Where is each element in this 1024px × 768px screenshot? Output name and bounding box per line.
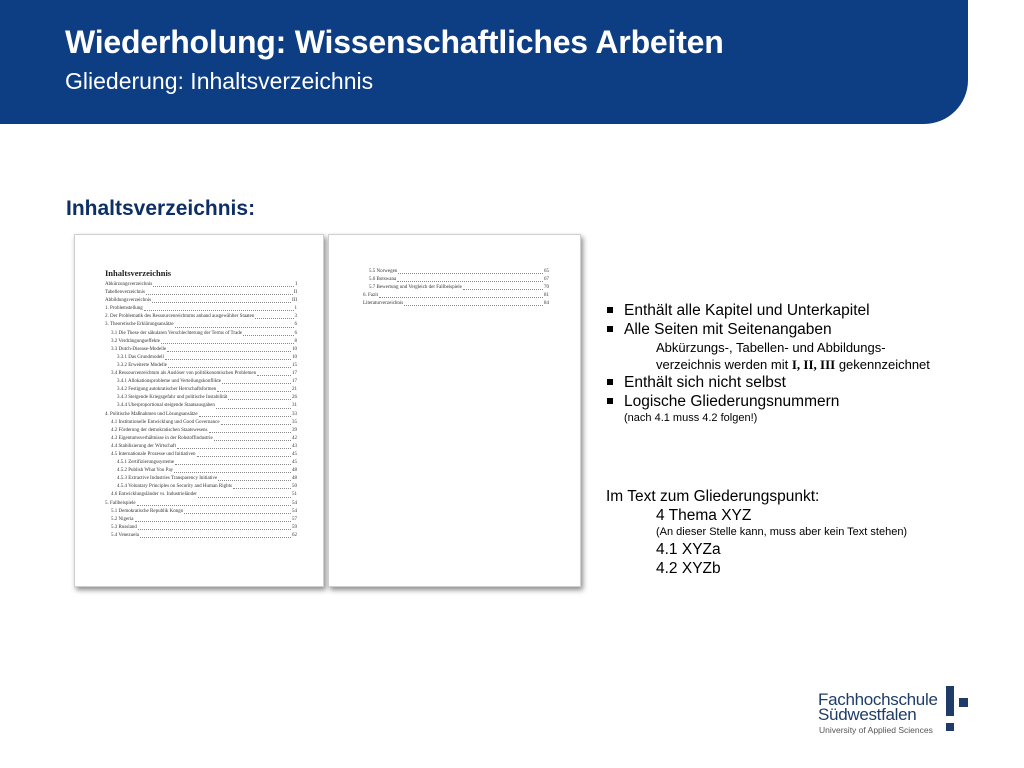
toc-entry-page: 6	[294, 330, 297, 336]
toc-entry-page: 54	[292, 500, 297, 506]
toc-entry	[105, 500, 297, 508]
toc-entry-title: 5. Fallbeispiele	[105, 500, 136, 506]
toc-entry	[105, 354, 297, 362]
toc-entry	[105, 475, 297, 483]
section-title: Inhaltsverzeichnis:	[66, 197, 256, 220]
toc-leader-dots	[257, 370, 291, 376]
toc-page-image-2	[328, 234, 581, 587]
toc-entry	[105, 427, 297, 435]
toc-leader-dots	[161, 338, 294, 344]
toc-entry	[105, 386, 297, 394]
header-banner	[0, 0, 968, 124]
toc-entry-title: 2. Der Problematik des Ressourcenreichtums anhand ausgewählter Staaten	[105, 314, 255, 320]
toc-entry	[105, 330, 297, 338]
toc-leader-dots	[228, 394, 291, 400]
toc-entry	[105, 443, 297, 451]
toc-leader-dots	[152, 297, 291, 303]
toc-list-page-2	[363, 268, 549, 308]
toc-entry-title: 5.1 Demokratische Republik Kongo	[111, 508, 184, 514]
toc-entry	[105, 491, 297, 499]
toc-entry-title: Literaturverzeichnis	[363, 301, 404, 307]
toc-leader-dots	[198, 491, 291, 497]
toc-entry-title: 5.4 Venezuela	[111, 532, 139, 538]
toc-leader-dots	[197, 451, 291, 457]
toc-entry-page: 3	[294, 314, 297, 320]
bullet-list	[606, 301, 986, 425]
toc-entry-page: 84	[544, 301, 549, 307]
toc-leader-dots	[217, 386, 291, 392]
bullet-subtext-line: Abkürzungs-, Tabellen- und Abbildungs-	[656, 340, 886, 355]
toc-entry-title: 4.1 Institutionelle Entwicklung und Good Governance	[111, 419, 220, 425]
in-text-example	[606, 487, 986, 578]
toc-entry	[105, 281, 297, 289]
toc-entry	[105, 419, 297, 427]
toc-entry	[105, 297, 297, 305]
in-text-line: 4.1 XYZa	[656, 541, 721, 558]
toc-entry-title: 4.3 Eigentumsverhältnisse in der Rohstoffindustrie	[111, 435, 213, 441]
toc-entry-page: 48	[292, 468, 297, 474]
toc-entry	[105, 402, 297, 410]
toc-list-page-1	[105, 281, 297, 540]
toc-entry	[105, 321, 297, 329]
toc-leader-dots	[168, 362, 291, 368]
toc-leader-dots	[137, 500, 291, 506]
toc-entry-page: 10	[292, 354, 297, 360]
toc-entry-title: Tabellenverzeichnis	[105, 290, 145, 296]
toc-entry	[105, 508, 297, 516]
toc-leader-dots	[398, 268, 543, 274]
toc-leader-dots	[209, 427, 291, 433]
logo-line-3: University of Applied Sciences	[819, 725, 933, 735]
toc-entry-title: 5.3 Russland	[111, 524, 137, 530]
toc-entry-title: 4.5.4 Voluntary Principles on Security and Human Rights	[117, 484, 232, 490]
toc-entry	[105, 459, 297, 467]
toc-leader-dots	[379, 292, 543, 298]
logo-line-1: Fachhochschule	[818, 690, 938, 709]
toc-entry-title: 4.5.1 Zertifizierungssysteme	[117, 460, 175, 466]
toc-entry-title: 5.7 Bewertung und Vergleich der Fallbeispiele	[369, 285, 462, 291]
logo-square-icon	[959, 698, 968, 707]
toc-entry-page: 65	[544, 269, 549, 274]
toc-entry	[105, 532, 297, 540]
toc-entry-title: 3.4.3 Steigende Kriegsgefahr und politische Instabilität	[117, 395, 228, 401]
toc-entry	[105, 313, 297, 321]
logo-line-2: Südwestfalen	[818, 705, 917, 724]
toc-entry	[363, 284, 549, 292]
toc-entry-page: 59	[292, 524, 297, 530]
in-text-heading: Im Text zum Gliederungspunkt:	[606, 488, 820, 505]
toc-entry-title: Abbildungsverzeichnis	[105, 298, 152, 304]
toc-leader-dots	[184, 508, 291, 514]
slide-title: Wiederholung: Wissenschaftliches Arbeiten	[65, 24, 724, 60]
toc-entry	[105, 394, 297, 402]
in-text-line: 4 Thema XYZ	[656, 507, 752, 524]
toc-entry-page: 15	[292, 362, 297, 368]
logo-dot-icon	[946, 723, 954, 731]
toc-leader-dots	[146, 289, 293, 295]
toc-entry-title: 3.4.4 Überproportional steigende Staatsausgaben	[117, 403, 215, 409]
toc-entry-page: 31	[292, 403, 297, 409]
toc-entry	[363, 300, 549, 308]
toc-entry-title: 4.5 Internationale Prozesse und Initiativen	[111, 451, 196, 457]
toc-entry-title: 4.6 Entwicklungsländer vs. Industrieländer	[111, 492, 197, 498]
toc-entry-page: II	[293, 290, 297, 296]
roman-numerals: I, II, III	[791, 357, 836, 372]
toc-entry-page: 57	[292, 516, 297, 522]
toc-leader-dots	[144, 305, 294, 311]
bullet-item: Enthält alle Kapitel und Unterkapitel	[606, 301, 986, 320]
bullet-subtext-line: verzeichnis werden mit	[656, 357, 789, 372]
toc-entry	[105, 346, 297, 354]
toc-entry-page: 45	[292, 451, 297, 457]
toc-entry	[105, 451, 297, 459]
bullet-subtext-line: gekennzeichnet	[838, 357, 930, 372]
toc-entry-title: 5.6 Botswana	[369, 277, 397, 283]
toc-entry	[105, 305, 297, 313]
toc-leader-dots	[233, 483, 291, 489]
toc-leader-dots	[138, 524, 291, 530]
toc-entry-title: 3.3.2 Erweiterte Modelle	[117, 362, 167, 368]
bullet-note: (nach 4.1 muss 4.2 folgen!)	[624, 412, 758, 424]
toc-entry-title: 3.3 Dutch-Disease-Modelle	[111, 346, 167, 352]
toc-entry	[363, 268, 549, 276]
toc-entry-page: 17	[292, 371, 297, 377]
toc-entry-page: 67	[544, 277, 549, 283]
toc-entry-page: 43	[292, 443, 297, 449]
toc-entry	[105, 467, 297, 475]
university-logo	[818, 690, 968, 738]
toc-entry	[363, 292, 549, 300]
toc-entry-title: 3.4.1 Allokationsprobleme und Verteilungskonflikte	[117, 379, 221, 385]
toc-entry-title: 1. Problemstellung	[105, 306, 143, 312]
toc-entry-title: 4. Politische Maßnahmen und Lösungsansätze	[105, 411, 198, 417]
toc-leader-dots	[463, 284, 543, 290]
toc-entry	[105, 378, 297, 386]
toc-page-image-1	[74, 234, 324, 587]
toc-leader-dots	[255, 313, 293, 319]
toc-entry-page: 26	[292, 395, 297, 401]
toc-entry-page: 6	[294, 322, 297, 328]
toc-entry	[105, 524, 297, 532]
toc-entry-page: 62	[292, 532, 297, 538]
toc-entry-page: 35	[292, 419, 297, 425]
toc-leader-dots	[177, 443, 291, 449]
toc-entry-page: 50	[292, 484, 297, 490]
toc-leader-dots	[140, 532, 291, 538]
toc-entry-title: 3.2 Verdrängungseffekte	[111, 338, 160, 344]
toc-leader-dots	[167, 346, 291, 352]
toc-entry	[105, 516, 297, 524]
bullet-subtext	[606, 339, 986, 373]
toc-entry-page: I	[295, 282, 297, 287]
toc-leader-dots	[216, 402, 291, 408]
toc-entry-page: 1	[294, 306, 297, 312]
toc-entry-title: 3.4 Ressourcenreichtum als Auslöser von politökonomischen Problemen	[111, 371, 257, 377]
toc-heading: Inhaltsverzeichnis	[105, 268, 172, 278]
toc-leader-dots	[174, 467, 291, 473]
toc-entry	[105, 289, 297, 297]
bullet-item: Alle Seiten mit Seitenangaben	[606, 320, 986, 339]
toc-entry-title: 3.3.1 Das Grundmodell	[117, 354, 164, 360]
toc-entry	[105, 411, 297, 419]
toc-entry-page: 70	[544, 285, 549, 291]
toc-entry-title: 4.5.2 Publish What You Pay	[117, 468, 174, 474]
toc-leader-dots	[243, 330, 293, 336]
toc-entry	[105, 483, 297, 491]
toc-leader-dots	[165, 354, 291, 360]
toc-entry-page: 42	[292, 435, 297, 441]
toc-entry-page: III	[292, 298, 297, 304]
toc-entry	[105, 435, 297, 443]
toc-leader-dots	[175, 321, 294, 327]
toc-entry-page: 54	[292, 508, 297, 514]
toc-leader-dots	[175, 459, 291, 465]
toc-leader-dots	[214, 435, 291, 441]
in-text-line: 4.2 XYZb	[656, 560, 721, 577]
slide-subtitle: Gliederung: Inhaltsverzeichnis	[65, 68, 374, 94]
toc-leader-dots	[404, 300, 543, 306]
toc-entry-page: 39	[292, 427, 297, 433]
toc-entry	[105, 362, 297, 370]
toc-entry-title: 4.4 Stabilisierung der Wirtschaft	[111, 443, 176, 449]
toc-entry-title: 6. Fazit	[363, 293, 378, 299]
toc-entry-title: Abkürzungsverzeichnis	[105, 282, 153, 287]
toc-entry	[363, 276, 549, 284]
toc-leader-dots	[221, 419, 291, 425]
toc-leader-dots	[397, 276, 543, 282]
toc-entry-title: 3. Theoretische Erklärungsansätze	[105, 322, 174, 328]
toc-entry-title: 5.2 Nigeria	[111, 516, 134, 522]
toc-entry-page: 81	[544, 293, 549, 299]
toc-entry	[105, 338, 297, 346]
toc-entry-page: 45	[292, 460, 297, 466]
toc-entry-page: 8	[294, 338, 297, 344]
toc-entry-title: 5.5 Norwegen	[369, 269, 398, 274]
toc-entry-title: 4.2 Förderung der demokratischen Staatswesens	[111, 427, 208, 433]
toc-entry-title: 3.4.2 Festigung autokratischer Herrschaftsformen	[117, 387, 217, 393]
toc-leader-dots	[153, 281, 294, 287]
in-text-note: (An dieser Stelle kann, muss aber kein Text stehen)	[656, 526, 908, 538]
toc-entry-page: 21	[292, 387, 297, 393]
bullet-item: Logische Gliederungsnummern	[606, 392, 986, 411]
toc-leader-dots	[199, 411, 291, 417]
toc-entry-page: 10	[292, 346, 297, 352]
toc-entry-page: 48	[292, 476, 297, 482]
toc-leader-dots	[135, 516, 292, 522]
toc-entry-title: 3.1 Die These der säkularen Verschlechterung der Terms of Trade	[111, 330, 243, 336]
toc-leader-dots	[218, 475, 291, 481]
toc-entry-title: 4.5.3 Extractive Industries Transparency Initiative	[117, 476, 218, 482]
toc-entry-page: 17	[292, 379, 297, 385]
toc-entry	[105, 370, 297, 378]
logo-exclamation-icon	[946, 686, 954, 716]
toc-entry-page: 33	[292, 411, 297, 417]
bullet-item: Enthält sich nicht selbst	[606, 373, 986, 392]
toc-leader-dots	[222, 378, 291, 384]
toc-entry-page: 51	[292, 492, 297, 498]
